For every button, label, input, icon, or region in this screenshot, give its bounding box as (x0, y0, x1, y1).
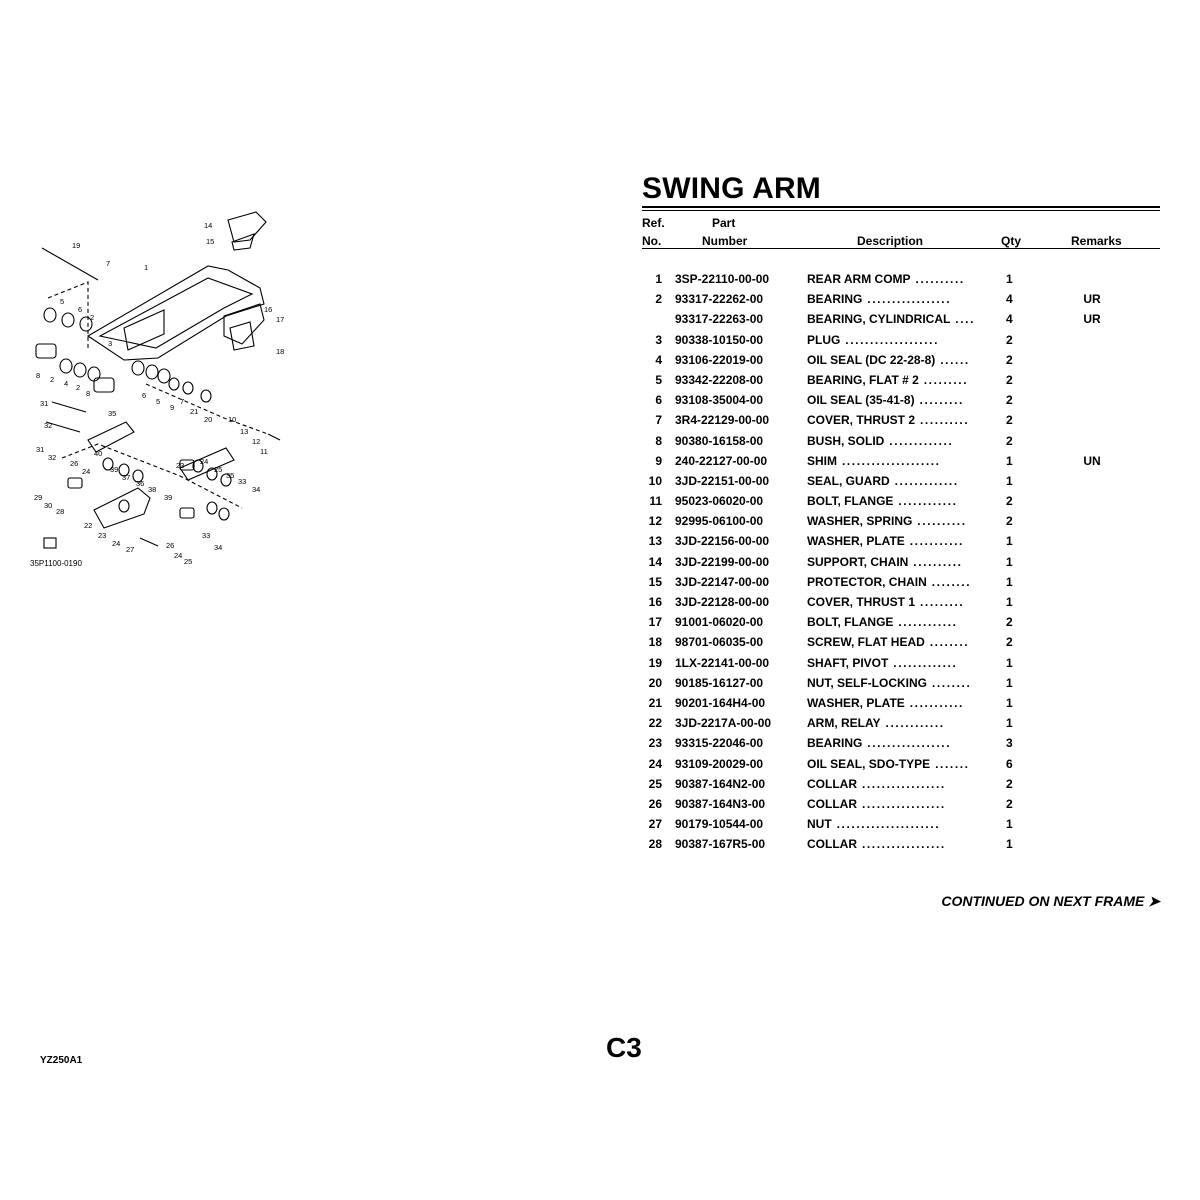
svg-text:6: 6 (142, 391, 147, 400)
part-number: 1LX-22141-00-00 (675, 655, 770, 670)
relay-link-shape (88, 422, 134, 452)
svg-text:17: 17 (276, 315, 285, 324)
part-number: 93342-22208-00 (675, 372, 764, 387)
part-number: 3JD-2217A-00-00 (675, 716, 772, 731)
svg-text:29: 29 (34, 493, 43, 502)
description-text: OIL SEAL (DC 22-28-8) (807, 352, 936, 367)
svg-text:20: 20 (204, 415, 213, 424)
svg-text:1: 1 (144, 263, 149, 272)
svg-text:37: 37 (122, 473, 131, 482)
description-text: COLLAR (807, 796, 857, 811)
quantity: 2 (1006, 494, 1013, 509)
part-description (807, 575, 993, 589)
table-row (642, 716, 1160, 736)
part-description (807, 333, 993, 347)
part-description (807, 292, 993, 306)
quantity: 1 (1006, 716, 1013, 731)
quantity: 1 (1006, 675, 1013, 690)
svg-text:5: 5 (60, 297, 65, 306)
part-description (807, 676, 993, 690)
part-number: 93315-22046-00 (675, 736, 764, 751)
svg-text:24: 24 (82, 467, 91, 476)
svg-text:13: 13 (240, 427, 249, 436)
leader-dots-fill: .......... (915, 272, 965, 286)
header-remarks: Remarks (1071, 234, 1122, 248)
continued-notice: CONTINUED ON NEXT FRAME ➤ (941, 893, 1160, 909)
remarks: UN (1083, 453, 1101, 468)
part-number: 90179-10544-00 (675, 817, 764, 832)
part-number: 93317-22263-00 (675, 312, 764, 327)
svg-text:4: 4 (64, 379, 69, 388)
svg-text:6: 6 (78, 305, 83, 314)
description-text: WASHER, SPRING (807, 514, 913, 529)
table-row (642, 434, 1160, 454)
svg-text:2: 2 (90, 313, 95, 322)
svg-text:35: 35 (108, 409, 117, 418)
description-text: BEARING (807, 292, 863, 307)
swing-arm-illustration (28, 208, 298, 578)
part-number: 3JD-22151-00-00 (675, 473, 770, 488)
part-description (807, 413, 993, 427)
svg-text:15: 15 (206, 237, 215, 246)
remarks: UR (1083, 292, 1101, 307)
ref-number: 21 (648, 695, 662, 710)
leader-dots-fill: ................. (867, 736, 952, 751)
quantity: 2 (1006, 776, 1013, 791)
leader-dots-fill: ............ (898, 494, 958, 509)
part-number: 3JD-22199-00-00 (675, 554, 770, 569)
quantity: 1 (1006, 595, 1013, 609)
part-number: 90201-164H4-00 (675, 695, 766, 710)
swing-arm-body-shape (88, 266, 264, 360)
svg-text:3: 3 (108, 339, 113, 348)
svg-text:8: 8 (86, 389, 91, 398)
relay-arm-shape (94, 488, 150, 528)
quantity: 2 (1006, 433, 1013, 448)
description-text: WASHER, PLATE (807, 534, 905, 549)
table-row (642, 757, 1160, 777)
ref-number: 20 (648, 675, 662, 690)
part-number: 3SP-22110-00-00 (675, 272, 770, 286)
leader-dots-fill: ..................... (836, 817, 941, 832)
ref-number: 10 (648, 473, 662, 488)
leader-dots-fill: ............ (885, 716, 945, 731)
part-number: 3JD-22156-00-00 (675, 534, 770, 549)
svg-text:23: 23 (176, 461, 185, 470)
quantity: 2 (1006, 332, 1013, 347)
svg-text:16: 16 (264, 305, 273, 314)
leader-dots-fill: ...... (940, 352, 970, 367)
quantity: 1 (1006, 473, 1013, 488)
description-text: BOLT, FLANGE (807, 615, 894, 630)
leader-dots-fill: ......... (919, 595, 965, 609)
quantity: 1 (1006, 574, 1013, 589)
description-text: SCREW, FLAT HEAD (807, 635, 925, 650)
part-number: 3JD-22147-00-00 (675, 574, 770, 589)
table-row (642, 777, 1160, 797)
description-text: SHAFT, PIVOT (807, 655, 889, 670)
description-text: OIL SEAL, SDO-TYPE (807, 756, 931, 771)
part-number: 90387-164N3-00 (675, 796, 766, 811)
quantity: 2 (1006, 372, 1013, 387)
part-description (807, 353, 993, 367)
part-description (807, 615, 993, 629)
description-text: BEARING, CYLINDRICAL (807, 312, 951, 327)
table-row (642, 393, 1160, 413)
svg-text:2: 2 (50, 375, 55, 384)
description-text: COLLAR (807, 837, 857, 852)
leader-dots-fill: ............. (889, 433, 954, 448)
part-description (807, 777, 993, 791)
part-number: 93109-20029-00 (675, 756, 764, 771)
leader-dots-fill: ......... (923, 372, 969, 387)
parts-table (642, 272, 1160, 857)
table-row (642, 555, 1160, 575)
part-number: 90185-16127-00 (675, 675, 764, 690)
part-description (807, 272, 993, 286)
description-text: PROTECTOR, CHAIN (807, 574, 927, 589)
quantity: 1 (1006, 695, 1013, 710)
quantity: 4 (1006, 312, 1013, 327)
part-description (807, 595, 993, 609)
table-row (642, 797, 1160, 817)
part-number: 95023-06020-00 (675, 494, 764, 509)
description-text: SEAL, GUARD (807, 473, 890, 488)
svg-text:34: 34 (214, 543, 223, 552)
ref-number: 23 (648, 736, 662, 751)
svg-text:23: 23 (98, 531, 107, 540)
svg-text:33: 33 (238, 477, 247, 486)
svg-text:24: 24 (112, 539, 121, 548)
header-ref-line2: No. (642, 234, 662, 248)
quantity: 1 (1006, 272, 1013, 286)
svg-text:28: 28 (56, 507, 65, 516)
svg-text:18: 18 (276, 347, 285, 356)
table-row (642, 635, 1160, 655)
ref-number: 5 (655, 372, 662, 387)
part-description (807, 757, 993, 771)
table-row (642, 333, 1160, 353)
description-text: BEARING, FLAT # 2 (807, 372, 919, 387)
leader-dots-fill: ........ (931, 675, 972, 690)
ref-number: 19 (648, 655, 662, 670)
description-text: OIL SEAL (35-41-8) (807, 393, 915, 408)
ref-number: 2 (655, 292, 662, 307)
ref-number: 24 (648, 756, 662, 771)
svg-text:21: 21 (190, 407, 199, 416)
leader-dots-fill: ........... (909, 534, 964, 549)
description-text: BUSH, SOLID (807, 433, 885, 448)
quantity: 2 (1006, 796, 1013, 811)
quantity: 2 (1006, 514, 1013, 529)
description-text: SHIM (807, 453, 837, 468)
ref-number: 22 (648, 716, 662, 731)
svg-text:35P1100-0190: 35P1100-0190 (30, 559, 82, 568)
svg-text:12: 12 (252, 437, 261, 446)
table-row (642, 534, 1160, 554)
description-text: REAR ARM COMP (807, 272, 911, 286)
svg-text:40: 40 (94, 449, 103, 458)
header-qty: Qty (1001, 234, 1022, 248)
part-description (807, 696, 993, 710)
ref-number: 25 (648, 776, 662, 791)
exploded-parts-diagram (28, 208, 298, 578)
part-description (807, 555, 993, 569)
leader-dots-fill: ............ (898, 615, 958, 630)
model-code: YZ250A1 (40, 1055, 83, 1066)
svg-text:36: 36 (136, 479, 145, 488)
page-code: C3 (606, 1032, 642, 1063)
part-description (807, 656, 993, 670)
part-description (807, 312, 993, 326)
pivot-shaft-shape (42, 248, 98, 280)
table-row (642, 656, 1160, 676)
svg-text:26: 26 (70, 459, 79, 468)
leader-dots-fill: ................. (867, 292, 952, 307)
description-text: NUT, SELF-LOCKING (807, 675, 927, 690)
ref-number: 8 (655, 433, 662, 448)
quantity: 4 (1006, 292, 1013, 307)
svg-text:8: 8 (36, 371, 41, 380)
svg-text:30: 30 (44, 501, 53, 510)
ref-number: 12 (648, 514, 662, 529)
part-description (807, 534, 993, 548)
part-number: 98701-06035-00 (675, 635, 764, 650)
table-row (642, 696, 1160, 716)
ref-number: 28 (648, 837, 662, 852)
part-number: 91001-06020-00 (675, 615, 764, 630)
leader-dots-fill: .......... (913, 554, 963, 569)
leader-dots-fill: ....... (935, 756, 970, 771)
header-part-line1: Part (712, 216, 736, 230)
description-text: WASHER, PLATE (807, 695, 905, 710)
ref-number: 18 (648, 635, 662, 650)
part-description (807, 494, 993, 508)
leader-dots-fill: .... (955, 312, 976, 327)
leader-dots-fill: .......... (919, 413, 970, 428)
table-row (642, 373, 1160, 393)
description-text: NUT (807, 817, 832, 832)
description-text: PLUG (807, 332, 841, 347)
part-description (807, 454, 993, 468)
ref-number: 1 (655, 272, 662, 286)
description-text: COVER, THRUST 2 (807, 413, 916, 428)
quantity: 1 (1006, 453, 1013, 468)
part-number: 90338-10150-00 (675, 332, 764, 347)
page-title: SWING ARM (642, 172, 822, 205)
part-description (807, 393, 993, 407)
ref-number: 15 (648, 574, 662, 589)
leader-dots-fill: ........ (931, 574, 972, 589)
table-row (642, 494, 1160, 514)
table-row (642, 817, 1160, 837)
ref-number: 27 (648, 817, 662, 832)
header-description: Description (857, 234, 924, 248)
part-number: 90380-16158-00 (675, 433, 764, 448)
quantity: 2 (1006, 615, 1013, 630)
quantity: 1 (1006, 837, 1013, 852)
ref-number: 17 (648, 615, 662, 630)
ref-number: 9 (655, 453, 662, 468)
leader-dots-fill: ............. (894, 473, 959, 488)
part-description (807, 514, 993, 528)
part-description (807, 817, 993, 831)
leader-dots-fill: .......... (917, 514, 967, 529)
table-row (642, 353, 1160, 373)
leader-dots-fill: ................. (861, 837, 946, 852)
table-row (642, 413, 1160, 433)
svg-text:34: 34 (252, 485, 261, 494)
table-row (642, 595, 1160, 615)
part-description (807, 797, 993, 811)
table-row (642, 454, 1160, 474)
part-description (807, 474, 993, 488)
ref-number: 3 (655, 332, 662, 347)
ref-number: 16 (648, 595, 662, 609)
table-row (642, 312, 1160, 332)
svg-text:25: 25 (214, 465, 223, 474)
quantity: 2 (1006, 352, 1013, 367)
part-number: 93108-35004-00 (675, 393, 764, 408)
svg-text:22: 22 (84, 521, 93, 530)
ref-number: 13 (648, 534, 662, 549)
part-description (807, 716, 993, 730)
part-description (807, 736, 993, 750)
header-part-line2: Number (702, 234, 748, 248)
svg-text:5: 5 (156, 397, 161, 406)
svg-text:38: 38 (148, 485, 157, 494)
quantity: 2 (1006, 635, 1013, 650)
svg-text:26: 26 (166, 541, 175, 550)
svg-text:7: 7 (180, 397, 185, 406)
quantity: 1 (1006, 817, 1013, 832)
svg-text:2: 2 (76, 383, 81, 392)
part-description (807, 434, 993, 448)
part-description (807, 373, 993, 387)
description-text: BOLT, FLANGE (807, 494, 894, 509)
part-number: 90387-167R5-00 (675, 837, 766, 852)
part-number: 93106-22019-00 (675, 352, 764, 367)
table-row (642, 575, 1160, 595)
ref-number: 26 (648, 796, 662, 811)
title-rule (642, 206, 1160, 211)
part-number: 90387-164N2-00 (675, 776, 766, 791)
description-text: COLLAR (807, 776, 857, 791)
part-description (807, 635, 993, 649)
leader-dots-fill: ........ (929, 635, 970, 650)
svg-text:32: 32 (44, 421, 53, 430)
quantity: 1 (1006, 534, 1013, 549)
leader-dots-fill: ................... (845, 332, 940, 347)
part-number: 240-22127-00-00 (675, 453, 768, 468)
quantity: 2 (1006, 393, 1013, 408)
table-row (642, 837, 1160, 857)
ref-number: 14 (648, 554, 662, 569)
remarks: UR (1083, 312, 1101, 327)
table-row (642, 615, 1160, 635)
quantity: 6 (1006, 756, 1013, 771)
part-description (807, 837, 993, 851)
svg-text:31: 31 (40, 399, 49, 408)
svg-text:27: 27 (126, 545, 135, 554)
svg-text:35: 35 (226, 471, 235, 480)
leader-dots-fill: ......... (919, 393, 964, 408)
svg-text:11: 11 (260, 447, 268, 456)
leader-dots-fill: .................... (841, 453, 941, 468)
svg-text:24: 24 (200, 457, 209, 466)
header-rule (642, 248, 1160, 249)
part-number: 3JD-22128-00-00 (675, 595, 770, 609)
svg-text:39: 39 (110, 465, 119, 474)
part-number: 93317-22262-00 (675, 292, 764, 307)
description-text: COVER, THRUST 1 (807, 595, 916, 609)
ref-number: 11 (649, 494, 662, 509)
header-ref-line1: Ref. (642, 216, 665, 230)
description-text: SUPPORT, CHAIN (807, 554, 909, 569)
svg-text:25: 25 (184, 557, 193, 566)
table-row (642, 736, 1160, 756)
quantity: 2 (1006, 413, 1013, 428)
table-row (642, 474, 1160, 494)
part-number: 92995-06100-00 (675, 514, 764, 529)
svg-text:14: 14 (204, 221, 213, 230)
leader-dots-fill: ............. (893, 655, 958, 670)
quantity: 3 (1006, 736, 1013, 751)
leader-dots-fill: ................. (861, 796, 946, 811)
svg-text:39: 39 (164, 493, 173, 502)
quantity: 1 (1006, 655, 1013, 670)
svg-text:7: 7 (106, 259, 111, 268)
ref-number: 6 (655, 393, 662, 408)
ref-number: 4 (655, 352, 662, 367)
svg-text:32: 32 (48, 453, 57, 462)
description-text: ARM, RELAY (807, 716, 881, 731)
svg-text:9: 9 (170, 403, 175, 412)
svg-text:19: 19 (72, 241, 81, 250)
chain-support-shape (228, 212, 266, 242)
quantity: 1 (1006, 554, 1013, 569)
leader-dots-fill: ................. (861, 776, 946, 791)
svg-text:33: 33 (202, 531, 211, 540)
ref-number: 7 (655, 413, 662, 428)
svg-text:10: 10 (228, 415, 237, 424)
leader-dots-fill: ........... (909, 695, 964, 710)
description-text: BEARING (807, 736, 863, 751)
svg-text:31: 31 (36, 445, 45, 454)
table-row (642, 272, 1160, 292)
table-row (642, 292, 1160, 312)
svg-text:24: 24 (174, 551, 183, 560)
table-row (642, 514, 1160, 534)
part-number: 3R4-22129-00-00 (675, 413, 770, 428)
table-row (642, 676, 1160, 696)
